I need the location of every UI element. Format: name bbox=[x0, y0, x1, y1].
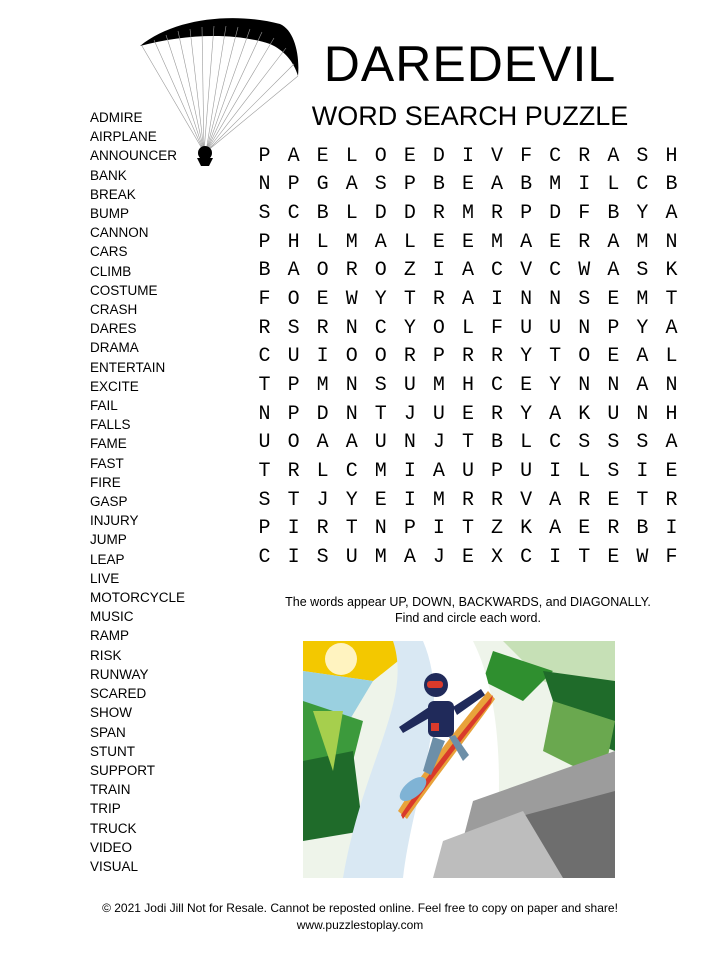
grid-letter[interactable]: S bbox=[258, 488, 271, 512]
grid-letter[interactable]: I bbox=[403, 488, 416, 512]
grid-letter[interactable]: Z bbox=[403, 259, 416, 283]
grid-letter[interactable]: F bbox=[520, 144, 533, 168]
grid-letter[interactable]: I bbox=[636, 460, 649, 484]
grid-letter[interactable]: T bbox=[461, 431, 474, 455]
grid-letter[interactable]: A bbox=[607, 259, 620, 283]
grid-letter[interactable]: R bbox=[491, 202, 504, 226]
grid-letter[interactable]: E bbox=[374, 488, 387, 512]
grid-letter[interactable]: Z bbox=[491, 517, 504, 541]
grid-letter[interactable]: L bbox=[316, 230, 329, 254]
grid-letter[interactable]: S bbox=[636, 144, 649, 168]
grid-letter[interactable]: E bbox=[316, 288, 329, 312]
copyright-notice: © 2021 Jodi Jill Not for Resale. Cannot be reposted online. Feel free to copy on paper and share! bbox=[102, 901, 618, 915]
snowboarder-illustration bbox=[303, 641, 615, 878]
grid-letter[interactable]: O bbox=[374, 345, 387, 369]
word-list-item: GASP bbox=[90, 494, 128, 510]
word-list-item: BUMP bbox=[90, 206, 130, 222]
grid-letter[interactable]: P bbox=[287, 402, 300, 426]
grid-letter[interactable]: W bbox=[578, 259, 591, 283]
word-list-item: ADMIRE bbox=[90, 110, 143, 125]
grid-letter[interactable]: P bbox=[258, 144, 271, 168]
grid-letter[interactable]: R bbox=[258, 316, 271, 340]
grid-letter[interactable]: C bbox=[345, 460, 358, 484]
grid-letter[interactable]: C bbox=[491, 374, 504, 398]
grid-letter[interactable]: E bbox=[607, 546, 620, 570]
grid-letter[interactable]: A bbox=[549, 402, 562, 426]
word-list-item: CLIMB bbox=[90, 263, 132, 279]
grid-letter[interactable]: C bbox=[636, 173, 649, 197]
word-list-item: SCARED bbox=[90, 686, 147, 702]
grid-letter[interactable]: O bbox=[578, 345, 591, 369]
grid-letter[interactable]: I bbox=[578, 173, 591, 197]
word-list-item: TRUCK bbox=[90, 820, 137, 836]
grid-letter[interactable]: N bbox=[578, 316, 591, 340]
grid-letter[interactable]: G bbox=[316, 173, 329, 197]
grid-letter[interactable]: M bbox=[549, 173, 562, 197]
grid-letter[interactable]: V bbox=[520, 488, 533, 512]
grid-letter[interactable]: L bbox=[520, 431, 533, 455]
grid-letter[interactable]: A bbox=[520, 230, 533, 254]
grid-letter[interactable]: T bbox=[636, 488, 649, 512]
grid-letter[interactable]: S bbox=[636, 431, 649, 455]
grid-letter[interactable]: T bbox=[403, 288, 416, 312]
grid-letter[interactable]: O bbox=[345, 345, 358, 369]
grid-letter[interactable]: C bbox=[549, 431, 562, 455]
word-list-item: INJURY bbox=[90, 513, 139, 529]
instructions-line-2: Find and circle each word. bbox=[395, 611, 541, 625]
grid-letter[interactable]: E bbox=[432, 230, 445, 254]
grid-letter[interactable]: R bbox=[316, 517, 329, 541]
grid-letter[interactable]: H bbox=[665, 402, 678, 426]
grid-letter[interactable]: S bbox=[578, 431, 591, 455]
grid-letter[interactable]: B bbox=[665, 173, 678, 197]
grid-letter[interactable]: J bbox=[316, 488, 329, 512]
grid-letter[interactable]: O bbox=[287, 288, 300, 312]
grid-letter[interactable]: H bbox=[665, 144, 678, 168]
grid-letter[interactable]: U bbox=[520, 316, 533, 340]
grid-letter[interactable]: L bbox=[578, 460, 591, 484]
grid-letter[interactable]: M bbox=[432, 374, 445, 398]
word-list-item: SPAN bbox=[90, 724, 126, 740]
grid-letter[interactable]: R bbox=[316, 316, 329, 340]
grid-letter[interactable]: N bbox=[345, 316, 358, 340]
word-list-item: CARS bbox=[90, 244, 128, 260]
grid-letter[interactable]: F bbox=[491, 316, 504, 340]
word-list-item: AIRPLANE bbox=[90, 129, 157, 145]
instructions bbox=[250, 594, 686, 626]
grid-letter[interactable]: N bbox=[374, 517, 387, 541]
word-list-item: LIVE bbox=[90, 570, 120, 586]
grid-letter[interactable]: P bbox=[432, 345, 445, 369]
grid-letter[interactable]: R bbox=[665, 488, 678, 512]
grid-letter[interactable]: K bbox=[520, 517, 533, 541]
grid-letter[interactable]: A bbox=[491, 173, 504, 197]
grid-letter[interactable]: A bbox=[461, 288, 474, 312]
grid-letter[interactable]: U bbox=[549, 316, 562, 340]
grid-letter[interactable]: C bbox=[549, 144, 562, 168]
word-list-item: RISK bbox=[90, 647, 122, 663]
grid-letter[interactable]: I bbox=[549, 460, 562, 484]
grid-letter[interactable]: N bbox=[665, 374, 678, 398]
grid-letter[interactable]: L bbox=[345, 202, 358, 226]
word-list-item: JUMP bbox=[90, 532, 127, 548]
grid-letter[interactable]: L bbox=[316, 460, 329, 484]
word-list-item: FALLS bbox=[90, 417, 131, 433]
grid-letter[interactable]: K bbox=[578, 402, 591, 426]
grid-letter[interactable]: N bbox=[258, 402, 271, 426]
grid-letter[interactable]: H bbox=[287, 230, 300, 254]
grid-letter[interactable]: V bbox=[520, 259, 533, 283]
grid-letter[interactable]: L bbox=[461, 316, 474, 340]
grid-letter[interactable]: M bbox=[374, 460, 387, 484]
grid-letter[interactable]: Y bbox=[403, 316, 416, 340]
grid-letter[interactable]: J bbox=[432, 546, 445, 570]
word-list-item: ENTERTAIN bbox=[90, 359, 166, 375]
grid-letter[interactable]: A bbox=[316, 431, 329, 455]
grid-letter[interactable]: Y bbox=[520, 402, 533, 426]
grid-letter[interactable]: R bbox=[607, 517, 620, 541]
grid-letter[interactable]: A bbox=[636, 374, 649, 398]
word-list-item: EXCITE bbox=[90, 378, 139, 394]
puzzle-title: DAREDEVIL bbox=[323, 36, 617, 92]
grid-letter[interactable]: R bbox=[432, 288, 445, 312]
grid-letter[interactable]: W bbox=[636, 546, 649, 570]
grid-letter[interactable]: P bbox=[607, 316, 620, 340]
grid-letter[interactable]: U bbox=[374, 431, 387, 455]
grid-letter[interactable]: N bbox=[549, 288, 562, 312]
grid-letter[interactable]: O bbox=[432, 316, 445, 340]
grid-letter[interactable]: T bbox=[549, 345, 562, 369]
letter-grid bbox=[250, 142, 686, 572]
grid-letter[interactable]: L bbox=[403, 230, 416, 254]
grid-letter[interactable]: E bbox=[461, 546, 474, 570]
grid-letter[interactable]: I bbox=[461, 144, 474, 168]
grid-letter[interactable]: E bbox=[665, 460, 678, 484]
grid-letter[interactable]: M bbox=[636, 230, 649, 254]
grid-letter[interactable]: P bbox=[287, 374, 300, 398]
grid-letter[interactable]: T bbox=[345, 517, 358, 541]
grid-letter[interactable]: Y bbox=[345, 488, 358, 512]
word-list-item: TRIP bbox=[90, 801, 121, 817]
word-list-item: ANNOUNCER bbox=[90, 148, 178, 164]
grid-letter[interactable]: M bbox=[636, 288, 649, 312]
grid-letter[interactable]: F bbox=[258, 288, 271, 312]
grid-letter[interactable]: P bbox=[403, 517, 416, 541]
grid-letter[interactable]: R bbox=[432, 202, 445, 226]
grid-letter[interactable]: N bbox=[345, 374, 358, 398]
grid-letter[interactable]: W bbox=[345, 288, 358, 312]
grid-letter[interactable]: N bbox=[636, 402, 649, 426]
grid-letter[interactable]: C bbox=[374, 316, 387, 340]
grid-letter[interactable]: Y bbox=[374, 288, 387, 312]
grid-letter[interactable]: D bbox=[549, 202, 562, 226]
word-list-item: COSTUME bbox=[90, 282, 158, 298]
word-list-item: MUSIC bbox=[90, 609, 134, 625]
grid-letter[interactable]: M bbox=[491, 230, 504, 254]
grid-letter[interactable]: U bbox=[403, 374, 416, 398]
grid-letter[interactable]: C bbox=[491, 259, 504, 283]
grid-letter[interactable]: D bbox=[432, 144, 445, 168]
grid-letter[interactable]: Y bbox=[520, 345, 533, 369]
grid-letter[interactable]: A bbox=[345, 431, 358, 455]
word-list-item: RUNWAY bbox=[90, 666, 149, 682]
grid-letter[interactable]: R bbox=[403, 345, 416, 369]
grid-letter[interactable]: U bbox=[287, 345, 300, 369]
grid-letter[interactable]: Y bbox=[636, 202, 649, 226]
grid-letter[interactable]: S bbox=[578, 288, 591, 312]
grid-letter[interactable]: E bbox=[607, 345, 620, 369]
grid-letter[interactable]: E bbox=[607, 288, 620, 312]
grid-letter[interactable]: R bbox=[491, 345, 504, 369]
grid-letter[interactable]: I bbox=[403, 460, 416, 484]
grid-letter[interactable]: S bbox=[316, 546, 329, 570]
grid-letter[interactable]: M bbox=[432, 488, 445, 512]
grid-letter[interactable]: I bbox=[491, 288, 504, 312]
word-list-item: SUPPORT bbox=[90, 762, 156, 778]
grid-letter[interactable]: O bbox=[374, 259, 387, 283]
grid-letter[interactable]: P bbox=[258, 517, 271, 541]
grid-letter[interactable]: N bbox=[665, 230, 678, 254]
grid-letter[interactable]: U bbox=[461, 460, 474, 484]
grid-letter[interactable]: E bbox=[607, 488, 620, 512]
grid-letter[interactable]: D bbox=[403, 202, 416, 226]
grid-letter[interactable]: J bbox=[403, 402, 416, 426]
word-list-item: RAMP bbox=[90, 628, 130, 644]
grid-letter[interactable]: R bbox=[287, 460, 300, 484]
word-list-item: VISUAL bbox=[90, 858, 139, 874]
grid-letter[interactable]: B bbox=[607, 202, 620, 226]
grid-letter[interactable]: E bbox=[549, 230, 562, 254]
grid-letter[interactable]: L bbox=[607, 173, 620, 197]
grid-letter[interactable]: C bbox=[549, 259, 562, 283]
grid-letter[interactable]: T bbox=[665, 288, 678, 312]
grid-letter[interactable]: K bbox=[665, 259, 678, 283]
word-list-item: FAME bbox=[90, 436, 127, 452]
grid-letter[interactable]: A bbox=[607, 230, 620, 254]
grid-letter[interactable]: A bbox=[665, 431, 678, 455]
grid-letter[interactable]: S bbox=[287, 316, 300, 340]
grid-letter[interactable]: C bbox=[258, 546, 271, 570]
grid-letter[interactable]: B bbox=[491, 431, 504, 455]
grid-letter[interactable]: N bbox=[578, 374, 591, 398]
grid-letter[interactable]: P bbox=[287, 173, 300, 197]
grid-letter[interactable]: A bbox=[607, 144, 620, 168]
grid-letter[interactable]: R bbox=[578, 488, 591, 512]
grid-letter[interactable]: A bbox=[287, 259, 300, 283]
website-url: www.puzzlestoplay.com bbox=[296, 918, 424, 932]
grid-letter[interactable]: S bbox=[258, 202, 271, 226]
instructions-line-1: The words appear UP, DOWN, BACKWARDS, and DIAGONALLY. bbox=[285, 595, 651, 609]
word-list-item: FIRE bbox=[90, 474, 121, 490]
grid-letter[interactable]: A bbox=[287, 144, 300, 168]
grid-letter[interactable]: S bbox=[607, 431, 620, 455]
grid-letter[interactable]: B bbox=[258, 259, 271, 283]
grid-letter[interactable]: I bbox=[287, 546, 300, 570]
grid-letter[interactable]: D bbox=[374, 202, 387, 226]
grid-letter[interactable]: E bbox=[578, 517, 591, 541]
grid-letter[interactable]: B bbox=[520, 173, 533, 197]
grid-letter[interactable]: S bbox=[636, 259, 649, 283]
grid-letter[interactable]: P bbox=[258, 230, 271, 254]
grid-letter[interactable]: Y bbox=[636, 316, 649, 340]
grid-letter[interactable]: X bbox=[491, 546, 504, 570]
grid-letter[interactable]: A bbox=[665, 316, 678, 340]
grid-letter[interactable]: R bbox=[461, 488, 474, 512]
grid-letter[interactable]: I bbox=[665, 517, 678, 541]
grid-letter[interactable]: E bbox=[461, 173, 474, 197]
grid-letter[interactable]: P bbox=[491, 460, 504, 484]
grid-letter[interactable]: V bbox=[491, 144, 504, 168]
grid-letter[interactable]: R bbox=[491, 402, 504, 426]
grid-letter[interactable]: I bbox=[432, 517, 445, 541]
grid-letter[interactable]: B bbox=[432, 173, 445, 197]
grid-letter[interactable]: T bbox=[461, 517, 474, 541]
grid-letter[interactable]: F bbox=[578, 202, 591, 226]
grid-letter[interactable]: U bbox=[432, 402, 445, 426]
word-list-item: MOTORCYCLE bbox=[90, 590, 186, 606]
grid-letter[interactable]: U bbox=[345, 546, 358, 570]
grid-letter[interactable]: J bbox=[432, 431, 445, 455]
grid-letter[interactable]: A bbox=[665, 202, 678, 226]
grid-letter[interactable]: B bbox=[316, 202, 329, 226]
word-list-item: LEAP bbox=[90, 551, 125, 567]
grid-letter[interactable]: I bbox=[549, 546, 562, 570]
grid-letter[interactable]: O bbox=[374, 144, 387, 168]
grid-letter[interactable]: B bbox=[636, 517, 649, 541]
grid-letter[interactable]: I bbox=[432, 259, 445, 283]
grid-letter[interactable]: A bbox=[549, 517, 562, 541]
grid-letter[interactable]: R bbox=[461, 345, 474, 369]
grid-letter[interactable]: N bbox=[345, 402, 358, 426]
grid-letter[interactable]: R bbox=[491, 488, 504, 512]
grid-letter[interactable]: A bbox=[432, 460, 445, 484]
grid-letter[interactable]: A bbox=[549, 488, 562, 512]
word-list-item: CRASH bbox=[90, 302, 138, 318]
grid-letter[interactable]: M bbox=[345, 230, 358, 254]
grid-letter[interactable]: S bbox=[607, 460, 620, 484]
grid-letter[interactable]: M bbox=[316, 374, 329, 398]
grid-letter[interactable]: M bbox=[461, 202, 474, 226]
grid-letter[interactable]: A bbox=[345, 173, 358, 197]
grid-letter[interactable]: S bbox=[374, 173, 387, 197]
grid-letter[interactable]: R bbox=[578, 230, 591, 254]
word-list-item: VIDEO bbox=[90, 839, 133, 855]
grid-letter[interactable]: S bbox=[374, 374, 387, 398]
grid-letter[interactable]: A bbox=[374, 230, 387, 254]
grid-letter[interactable]: A bbox=[636, 345, 649, 369]
word-list bbox=[90, 108, 185, 876]
grid-letter[interactable]: M bbox=[374, 546, 387, 570]
grid-letter[interactable]: N bbox=[520, 288, 533, 312]
grid-letter[interactable]: N bbox=[403, 431, 416, 455]
grid-letter[interactable]: N bbox=[258, 173, 271, 197]
grid-letter[interactable]: O bbox=[287, 431, 300, 455]
word-list-item: TRAIN bbox=[90, 782, 131, 798]
grid-letter[interactable]: T bbox=[287, 488, 300, 512]
word-list-item: DARES bbox=[90, 321, 137, 337]
grid-letter[interactable]: U bbox=[520, 460, 533, 484]
word-list-item: STUNT bbox=[90, 743, 135, 759]
grid-letter[interactable]: P bbox=[403, 173, 416, 197]
grid-letter[interactable]: E bbox=[403, 144, 416, 168]
grid-letter[interactable]: F bbox=[665, 546, 678, 570]
word-list-item: BANK bbox=[90, 167, 127, 183]
grid-letter[interactable]: E bbox=[520, 374, 533, 398]
grid-letter[interactable]: Y bbox=[549, 374, 562, 398]
word-list-item: FAIL bbox=[90, 398, 118, 414]
grid-letter[interactable]: H bbox=[461, 374, 474, 398]
word-list-item: FAST bbox=[90, 455, 124, 471]
word-list-item: BREAK bbox=[90, 186, 136, 202]
grid-letter[interactable]: E bbox=[461, 402, 474, 426]
grid-letter[interactable]: T bbox=[578, 546, 591, 570]
grid-letter[interactable]: E bbox=[461, 230, 474, 254]
grid-letter[interactable]: I bbox=[316, 345, 329, 369]
grid-letter[interactable]: C bbox=[520, 546, 533, 570]
grid-letter[interactable]: T bbox=[258, 374, 271, 398]
grid-letter[interactable]: R bbox=[345, 259, 358, 283]
grid-letter[interactable]: I bbox=[287, 517, 300, 541]
grid-letter[interactable]: N bbox=[607, 374, 620, 398]
grid-letter[interactable]: C bbox=[287, 202, 300, 226]
word-list-item: SHOW bbox=[90, 705, 132, 721]
grid-letter[interactable]: R bbox=[578, 144, 591, 168]
grid-letter[interactable]: O bbox=[316, 259, 329, 283]
grid-letter[interactable]: C bbox=[258, 345, 271, 369]
grid-letter[interactable]: U bbox=[607, 402, 620, 426]
grid-letter[interactable]: T bbox=[374, 402, 387, 426]
grid-letter[interactable]: L bbox=[345, 144, 358, 168]
grid-letter[interactable]: L bbox=[665, 345, 678, 369]
grid-letter[interactable]: P bbox=[520, 202, 533, 226]
grid-letter[interactable]: U bbox=[258, 431, 271, 455]
puzzle-subtitle: WORD SEARCH PUZZLE bbox=[311, 101, 629, 131]
grid-letter[interactable]: D bbox=[316, 402, 329, 426]
word-list-item: CANNON bbox=[90, 225, 149, 241]
word-list-item: DRAMA bbox=[90, 340, 139, 356]
grid-letter[interactable]: T bbox=[258, 460, 271, 484]
grid-letter[interactable]: E bbox=[316, 144, 329, 168]
grid-letter[interactable]: A bbox=[461, 259, 474, 283]
grid-letter[interactable]: A bbox=[403, 546, 416, 570]
